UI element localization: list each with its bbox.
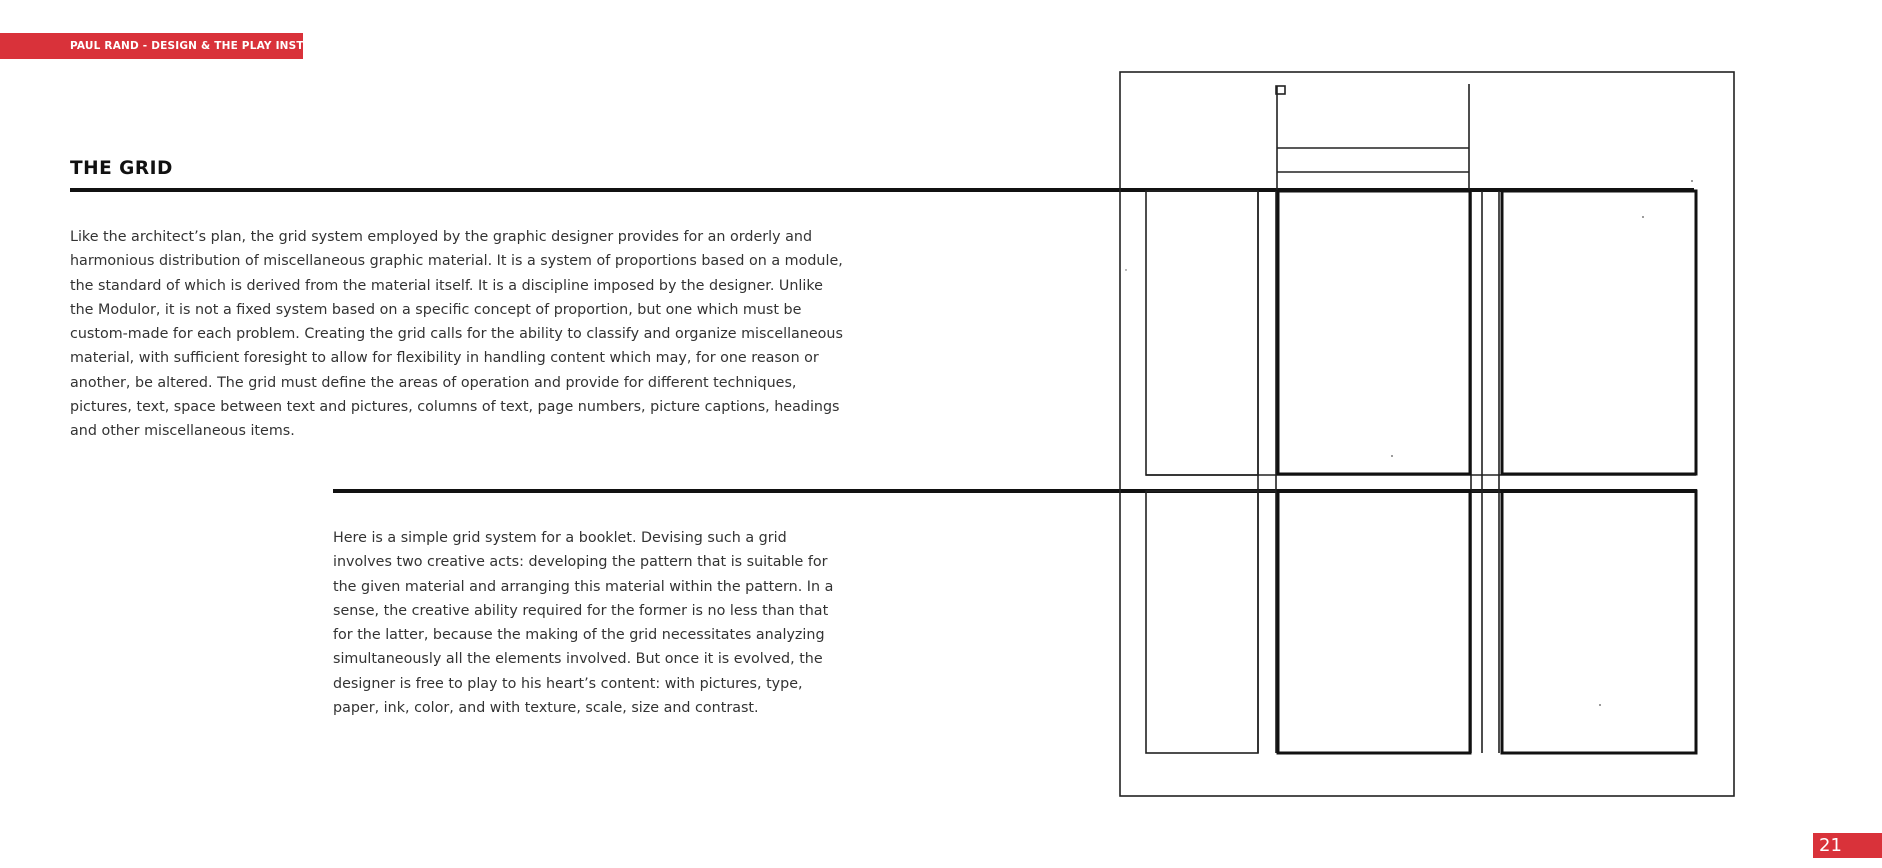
header-tag: PAUL RAND - DESIGN & THE PLAY INSTINCT	[0, 33, 303, 59]
booklet-paragraph: Here is a simple grid system for a booklet. Devising such a grid involves two creative acts: developing the pattern that is suitable for the given material and arranging this material within the pattern. In a sense, the creative ability required for the former is no less than that for the latter, because the making of the grid necessitates analyzing simultaneously all the elements involved. But once it is evolved, the designer is free to play to his heart’s content: with pictures, type, paper, ink, color, and with texture, scale, size and contrast.	[333, 530, 834, 717]
grid-cell-center-bottom	[1278, 491, 1470, 753]
page-outline	[1120, 72, 1734, 796]
grid-cell-center-top	[1278, 191, 1470, 474]
grid-cell-left-top	[1146, 191, 1258, 475]
grid-cell-right-top	[1502, 191, 1696, 474]
page-number: 21	[1813, 833, 1882, 858]
grid-cell-right-bottom	[1502, 491, 1696, 753]
intro-paragraph: Like the architect’s plan, the grid system employed by the graphic designer provides for an orderly and harmonious distribution of miscellaneous graphic material. It is a system of proportions based on a module, the standard of which is derived from the material itself. It is a discipline imposed by the designer. Unlike the Modulor, it is not a fixed system based on a specific concept of proportion, but one which must be custom-made for each problem. Creating the grid calls for the ability to classify and organize miscellaneous material, with sufficient foresight to allow for flexibility in handling content which may, for one reason or another, be altered. The grid must define the areas of operation and provide for different techniques, pictures, text, space between text and pictures, columns of text, page numbers, picture captions, headings and other miscellaneous items.	[70, 229, 843, 440]
grid-diagram	[1110, 60, 1860, 810]
section-title: THE GRID	[70, 158, 173, 179]
grid-cell-left-bottom	[1146, 491, 1258, 753]
